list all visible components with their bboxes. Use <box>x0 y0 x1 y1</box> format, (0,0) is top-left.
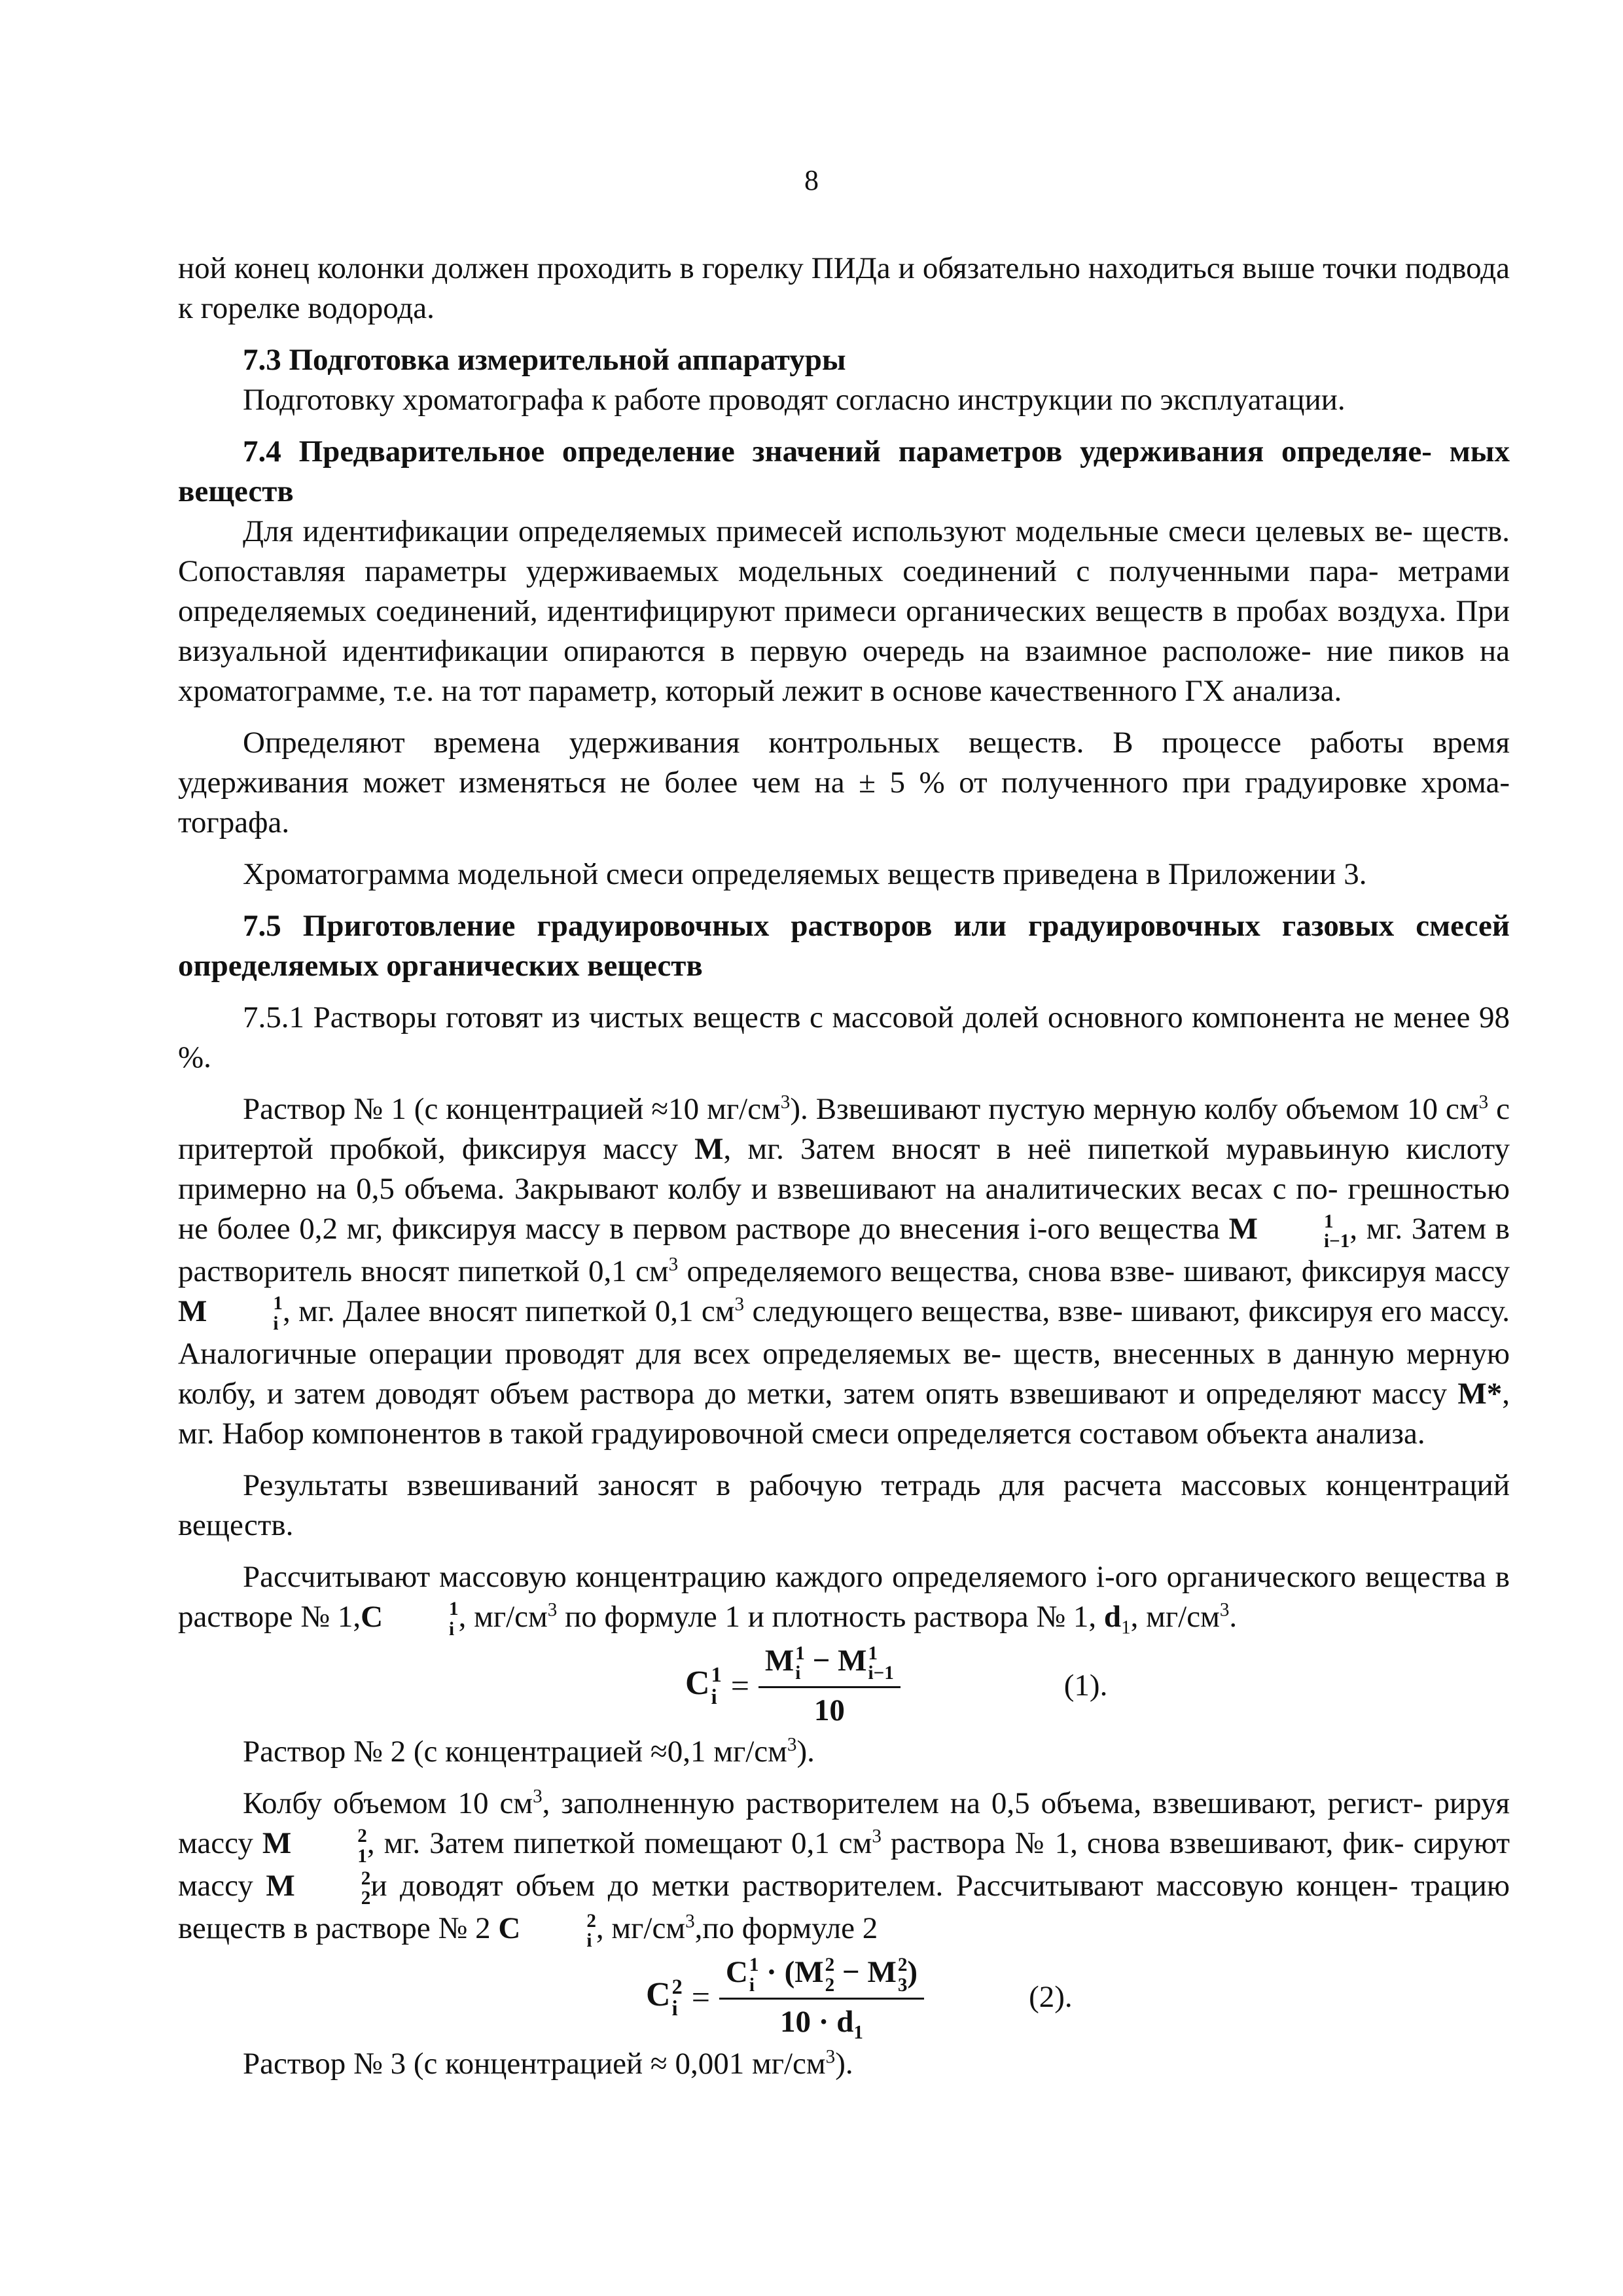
mass-symbol-m-star: M* <box>1457 1376 1503 1411</box>
mass-symbol-m1-im1: M <box>1228 1212 1258 1246</box>
heading-solution-2: Раствор № 2 (с концентрацией ≈0,1 $мг/см^3$). <box>243 1734 815 1769</box>
heading-7-3: 7.3 Подготовка измерительной аппаратуры <box>243 343 846 377</box>
paragraph-7-3: Подготовку хроматографа к работе проводят согласно инструкции по эксплуатации. <box>243 383 1346 417</box>
formula-2-lhs: C 2 i <box>646 1974 683 2021</box>
heading-7-5: 7.5 Приготовление градуировочных растворов или градуировочных газовых смесей определяемых органических веществ <box>178 909 1510 983</box>
formula-1: C 1 i = M 1 i − M 1 i−1 10 (1). <box>178 1643 1510 1728</box>
paragraph-calc-formula-1: Рассчитывают массовую концентрацию каждого определяемого i-ого органического вещества в растворе № 1,C 1 i , $мг/см^3$ по формуле 1 и плотность раствора № 1, $d_1$, $мг/см^3$. <box>178 1559 1510 1640</box>
paragraph-retention-times: Определяют времена удерживания контрольных веществ. В процессе работы время удерживания может изменяться не более чем на ± 5 % от полученного при градуировке хрома- тографа. <box>178 726 1510 839</box>
formula-2-number: (2). <box>1029 1980 1073 2015</box>
paragraph-column-end: ной конец колонки должен проходить в горелку ПИДа и обязательно находиться выше точки подвода к горелке водорода. <box>178 251 1510 325</box>
page-number: 8 <box>804 164 819 196</box>
formula-1-fraction: M 1 i − M 1 i−1 10 <box>758 1641 901 1731</box>
formula-2: C 2 i = C 1 i · (M 2 2 − M 2 3 ) $10 \cdot d_1$ (2). <box>178 1955 1510 2040</box>
paragraph-solution-1: Раствор № 1 (с концентрацией ≈10 $мг/см^3$). Взвешивают пустую мерную колбу объемом 10 $см^3$ с притертой пробкой, фиксируя массу M, мг. Затем вносят в неё пипеткой муравьиную кислоту примерно на 0,5 объема. Закрывают колбу и взвешивают на аналитических весах с по- грешностью не более 0,2 мг, фиксируя массу в первом растворе до внесения i-ого вещества M 1 i−1 , мг. Затем в растворитель вносят пипеткой 0,1 $см^3$ определяемого вещества, снова взве- шивают, фиксируя массу M 1 i , мг. Далее вносят пипеткой 0,1 $см^3$ следующего вещества, взве- шивают, фиксируя его массу. Аналогичные операции проводят для всех определяемых ве- ществ, внесенных в данную мерную колбу, и затем доводят объем раствора до метки, затем опять взвешивают и определяют массу M*, мг. Набор компонентов в такой градуировочной смеси определяется составом объекта анализа. <box>178 1091 1510 1451</box>
mass-symbol-m: M <box>694 1132 724 1166</box>
mass-symbol-m1-i: M <box>178 1294 207 1328</box>
paragraph-identification: Для идентификации определяемых примесей используют модельные смеси целевых ве- ществ. Сопоставляя параметры удерживаемых модельных соединений с полученными пара- метрами определяемых соединений, идентифицируют примеси органических веществ в пробах воздуха. При визуальной идентификации опираются в первую очередь на взаимное расположе- ние пиков на хроматограмме, т.е. на тот параметр, который лежит в основе качественного ГХ анализа. <box>178 514 1510 708</box>
paragraph-7-5-1: 7.5.1 Растворы готовят из чистых веществ с массовой долей основного компонента не менее 98 %. <box>178 1000 1510 1074</box>
heading-solution-3: Раствор № 3 (с концентрацией ≈ 0,001 $мг/см^3$). <box>243 2046 853 2081</box>
paragraph-solution-2: Колбу объемом 10 $см^3$, заполненную растворителем на 0,5 объема, взвешивают, регист- рируя массу M 2 1 , мг. Затем пипеткой помещают 0,1 $см^3$ раствора № 1, снова взвешивают, фик- сируют массу M 2 2 и доводят объем до метки растворителем. Рассчитывают массовую концен- трацию веществ в растворе № 2 C 2 i , $мг/см^3,по$ формуле 2 <box>178 1786 1510 1952</box>
formula-1-lhs: C 1 i <box>685 1663 722 1709</box>
paragraph-chromatogram-ref: Хроматограмма модельной смеси определяемых веществ приведена в Приложении 3. <box>243 857 1367 891</box>
heading-7-4: 7.4 Предварительное определение значений параметров удерживания определяе- мых веществ <box>178 434 1510 508</box>
formula-2-fraction: C 1 i · (M 2 2 − M 2 3 ) $10 \cdot d_1$ <box>719 1952 924 2042</box>
document-body <box>178 249 1510 2084</box>
paragraph-results: Результаты взвешиваний заносят в рабочую тетрадь для расчета массовых концентраций веществ. <box>178 1468 1510 1542</box>
formula-1-number: (1). <box>1063 1668 1108 1703</box>
